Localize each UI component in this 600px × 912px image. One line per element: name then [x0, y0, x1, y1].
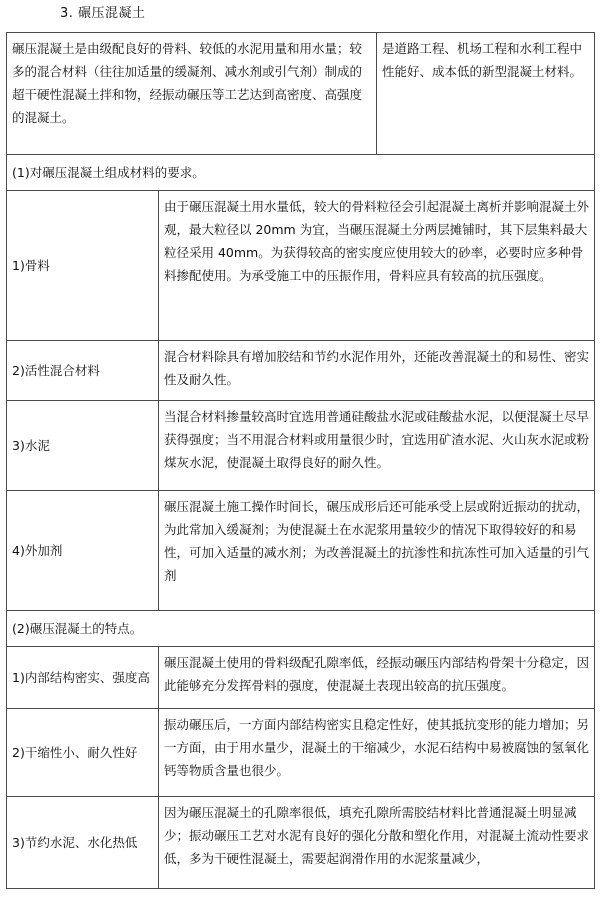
- row-text: 由于碾压混凝土用水量低，较大的骨料粒径会引起混凝土离析并影响混凝土外观，最大粒径以 20mm 为宜，当碾压混凝土分两层摊铺时，其下层集料最大粒径采用 40mm。为获得较高的密实度应使用较大的砂率，必要时应多种骨料掺配使用。为承受施工中的压振作用，骨料应具有较高的抗压强度。: [159, 191, 595, 341]
- table-row: [7, 647, 595, 709]
- row-label: 1)内部结构密实、强度高: [7, 647, 159, 709]
- row-label: 1)骨料: [7, 191, 159, 341]
- part1-heading: (1)对碾压混凝土组成材料的要求。: [7, 155, 595, 191]
- part2-heading-row: [7, 611, 595, 647]
- table-row: [7, 401, 595, 491]
- row-text: 当混合材料掺量较高时宜选用普通硅酸盐水泥或硅酸盐水泥，以便混凝土尽早获得强度；当不用混合材料或用量很少时，宜选用矿渣水泥、火山灰水泥或粉煤灰水泥，使混凝土取得良好的耐久性。: [159, 401, 595, 491]
- content-table: [6, 32, 595, 889]
- part2-heading: (2)碾压混凝土的特点。: [7, 611, 595, 647]
- application-cell: 是道路工程、机场工程和水利工程中性能好、成本低的新型混凝土材料。: [377, 33, 595, 155]
- table-row: [7, 491, 595, 611]
- table-row: [7, 709, 595, 797]
- section-title: 3. 碾压混凝土: [60, 6, 146, 21]
- definition-cell: 碾压混凝土是由级配良好的骨料、较低的水泥用量和用水量；较多的混合材料（往往加适量的缓凝剂、减水剂或引气剂）制成的超干硬性混凝土拌和物，经振动碾压等工艺达到高密度、高强度的混凝土。: [7, 33, 377, 155]
- table-row: [7, 341, 595, 401]
- row-label: 2)干缩性小、耐久性好: [7, 709, 159, 797]
- row-label: 3)节约水泥、水化热低: [7, 797, 159, 889]
- row-text: 碾压混凝土施工操作时间长，碾压成形后还可能承受上层或附近振动的扰动，为此常加入缓凝剂；为使混凝土在水泥浆用量较少的情况下取得较好的和易性，可加入适量的减水剂；为改善混凝土的抗渗性和抗冻性可加入适量的引气剂: [159, 491, 595, 611]
- part1-heading-row: [7, 155, 595, 191]
- table-row: [7, 191, 595, 341]
- row-text: 振动碾压后，一方面内部结构密实且稳定性好，使其抵抗变形的能力增加；另一方面，由于用水量少，混凝土的干缩减少，水泥石结构中易被腐蚀的氢氧化钙等物质含量也很少。: [159, 709, 595, 797]
- row-text: 因为碾压混凝土的孔隙率很低，填充孔隙所需胶结材料比普通混凝土明显减少；振动碾压工艺对水泥有良好的强化分散和塑化作用，对混凝土流动性要求低，多为干硬性混凝土，需要起润滑作用的水泥浆量减少，: [159, 797, 595, 889]
- row-text: 碾压混凝土使用的骨料级配孔隙率低，经振动碾压内部结构骨架十分稳定，因此能够充分发挥骨料的强度，使混凝土表现出较高的抗压强度。: [159, 647, 595, 709]
- row-text: 混合材料除具有增加胶结和节约水泥作用外，还能改善混凝土的和易性、密实性及耐久性。: [159, 341, 595, 401]
- intro-row: [7, 33, 595, 155]
- table-row: [7, 797, 595, 889]
- row-label: 2)活性混合材料: [7, 341, 159, 401]
- row-label: 3)水泥: [7, 401, 159, 491]
- row-label: 4)外加剂: [7, 491, 159, 611]
